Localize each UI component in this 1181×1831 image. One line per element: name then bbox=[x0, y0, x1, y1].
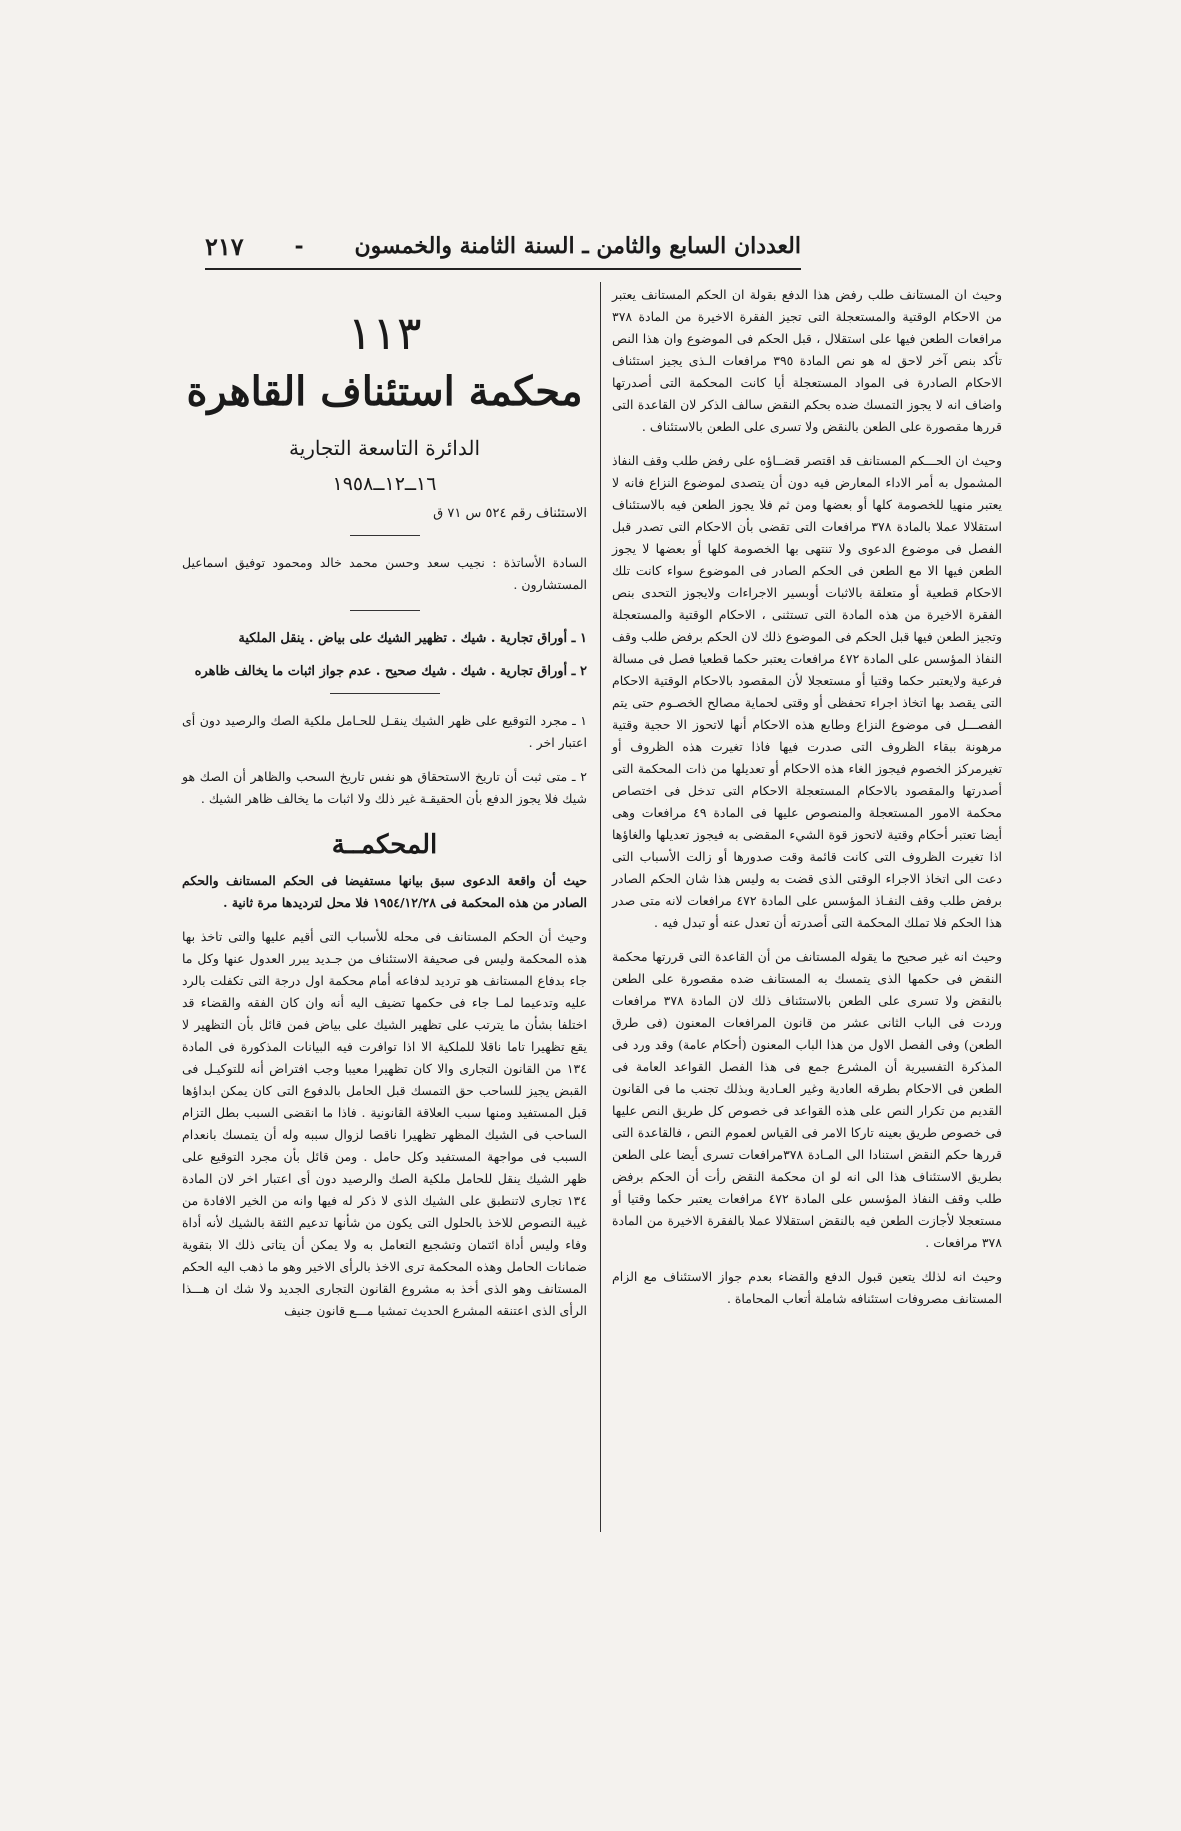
paragraph: وحيث ان المستانف طلب رفض هذا الدفع بقولة ان الحكم المستانف يعتبر من الاحكام الوقتية والمستعجلة التى تجيز الفقرة الاخيرة من المادة ٣٧٨ مرافعات الطعن فيها على استقلال ، قبل الحكم فى الموضوع وان هذا النص تأكد بنص آخر لاحق له هو نص المادة ٣٩٥ مرافعات الـذى يجيز استئناف الاحكام الصادرة فى المواد المستعجلة أيا كانت المحكمة التى أصدرتها واضاف انه لا يجوز التمسك ضده بحكم النقض سالف الذكر لان القاعدة التى قررها مقصورة على الطعن بالنقض ولا تسرى على الطعن بالاستئناف . bbox=[612, 287, 1002, 434]
header-rule bbox=[205, 268, 801, 270]
left-column bbox=[182, 305, 587, 1334]
divider bbox=[350, 535, 420, 536]
divider bbox=[330, 693, 440, 694]
paragraph: وحيث أن الحكم المستانف فى محله للأسباب التى أقيم عليها والتى تاخذ بها هذه المحكمة وليس فى صحيفة الاستئناف من جـديد يبرر العدول عنها وكل ما جاء بدفاع المستانف هو ترديد لدفاعه أمام محكمة اول درجة التى تكفلت بالرد عليه وتدعيما لمـا جاء فى حكمها تضيف اليه أنه وان كان الفقه والقضاء قد اختلفا بشأن ما يترتب على تظهير الشيك على بياض فمن قائل بأن التظهير لا يقع تظهيرا تاما ناقلا للملكية الا اذا توافرت فيه البيانات المذكورة فى المادة ١٣٤ من القانون التجارى والا كان تظهيرا معيبا وجب افتراض أنه للتوكيـل فى القبض يجيز للساحب حق التمسك قبل الحامل بالدفوع التى كان يمكن ابداؤها قبل المستفيد ومنها سبب العلاقة القانونية . فاذا ما انقضى السبب بطل التزام الساحب فى الشيك المظهر تظهيرا ناقصا لزوال سببه وله أن يتمسك بانعدام السبب فى مواجهة المستفيد وكل حامل . ومن قائل بأن مجرد التوقيع على ظهر الشيك ينقل للحامل ملكية الصك والرصيد دون أى اعتبار اخر لان المادة ١٣٤ تجارى لاتنطبق على الشيك الذى لا ذكر له فيها وانه من الخير الافادة من غيبة النصوص للاخذ بالحلول التى يكون من شأنها تدعيم الثقة بالشيك لأنه أداة وفاء وليس أداة ائتمان وتشجيع التعامل به ولا يمكن أن يتاتى ذلك الا بتقوية ضمانات الحامل وهذه المحكمة ترى الاخذ بالرأى الاخير وهو ما ذهب اليه الحكم المستانف وهو الذى أخذ به مشروع القانون التجارى الجديد ولا شك ان هـــذا الرأى الذى اعتنقه المشرع الحديث تمشيا مـــع قانون جنيف bbox=[182, 929, 587, 1318]
divider bbox=[350, 610, 420, 611]
chamber-name: الدائرة التاسعة التجارية bbox=[288, 436, 481, 460]
judges-list: السادة الأساتذة : نجيب سعد وحسن محمد خالد ومحمود توفيق اسماعيل المستشارون . bbox=[182, 555, 587, 592]
headnote: ١ ـ مجرد التوقيع على ظهر الشيك ينقـل للحـامل ملكية الصك والرصيد دون أى اعتبار اخر . bbox=[182, 713, 587, 750]
judgment-date: ١٦ــ١٢ــ١٩٥٨ bbox=[332, 473, 437, 495]
paragraph: وحيث ان الحـــكم المستانف قد اقتصر قضــاؤه على رفض طلب وقف النفاذ المشمول به أمر الاداء المعارض فيه دون أن يتصدى لموضوع النزاع فانه لا يعتبر منهيا للخصومة كلها أو بعضها ومن ثم فلا يجوز الطعن فيه بالاستئناف استقلالا عملا بالمادة ٣٧٨ مرافعات التى تقضى بأن الاحكام التى تصدر قبل الفصل فى موضوع الدعوى ولا تنتهى بها الخصومة كلها أو بعضها لا يجوز الطعن فيها الا مع الطعن فى الحكم الصادر فى الموضوع سواء كانت تلك الاحكام قطعية أو متعلقة بالاثبات أوبسير الاجراءات ولايجوز التحدى بنص الفقرة الاخيرة من هذه المادة التى تستثنى ، الاحكام الوقتية والمستعجلة وتجيز الطعن فيها قبل الحكم فى الموضوع ذلك لان الحكم برفض طلب وقف النفاذ المؤسس على المادة ٤٧٢ مرافعات يعتبر حكما قطعيا فصل فى مسالة فرعية ولايعتبر حكما وقتيا أو مستعجلا لأن المقصود بالاحكام الوقتية الاحكام التى يقصد بها اتخاذ اجراء تحفظى أو وقتى لحماية مصالح الخصـوم حتى يتم الفصـــل فى موضوع النزاع وطابع هذه الاحكام أنها لاتحوز الا حجية وقتية مرهونة ببقاء الظروف التى صدرت فيها فاذا تغيرت هذه الظروف أو تغيرمركز الخصوم فيجوز الغاء هذه الاحكام أو تعديلها من ذات المحكمة التى أصدرتها والمقصود بالاحكام المستعجلة الاحكام التى تدخل فى اختصاص محكمة الامور المستعجلة والمنصوص عليها فى المادة ٤٩ مرافعات وهى أيضا تعتبر أحكام وقتية لاتحوز قوة الشيء المقضى به فيجوز تعديلها والغاؤها اذا تغيرت الظروف التى كانت قائمة وقت صدورها أو زالت الأسباب التى دعت الى اتخاذ الاجراء الوقتى الذى قضت به وليس هذا شان الحكم الصادر برفض طلب وقف النفـاذ المؤسس على المادة ٤٧٢ مرافعات لانه متى صدر هذا الحكم فلا تملك المحكمة التى أصدرته أن تعدل عنه أو تبدل فيه . bbox=[612, 453, 1003, 930]
page-number: ٢١٧ bbox=[205, 231, 244, 261]
header-separator: - bbox=[294, 233, 304, 259]
header-title: العددان السابع والثامن ـ السنة الثامنة والخمسون bbox=[354, 233, 801, 259]
court-name: محكمة استئناف القاهرة bbox=[186, 368, 583, 415]
case-number: ١١٣ bbox=[347, 306, 422, 360]
section-title: المحكمــة bbox=[331, 830, 438, 860]
paragraph: حيث أن واقعة الدعوى سبق بيانها مستفيضا فى الحكم المستانف والحكم الصادر من هذه المحكمة فى ١٩٥٤/١٢/٢٨ فلا محل لترديدها مرة ثانية . bbox=[182, 873, 587, 910]
keyword-line: ١ ـ أوراق تجارية . شيك . تظهير الشيك على بياض . ينقل الملكية bbox=[238, 631, 587, 646]
paragraph: وحيث انه لذلك يتعين قبول الدفع والقضاء بعدم جواز الاستئناف مع الزام المستانف مصروفات استئنافه شاملة أتعاب المحاماة . bbox=[612, 1269, 1002, 1306]
right-column bbox=[612, 284, 1002, 1322]
column-divider bbox=[600, 282, 601, 1532]
headnote: ٢ ـ متى ثبت أن تاريخ الاستحقاق هو نفس تاريخ السحب والظاهر أن الصك هو شيك فلا يجوز الدفع بأن الحقيقـة غير ذلك ولا اثبات ما يخالف ظاهر الشيك . bbox=[182, 769, 587, 806]
page-header bbox=[205, 228, 801, 264]
keyword-line: ٢ ـ أوراق تجارية . شيك . شيك صحيح . عدم جواز اثبات ما يخالف ظاهره bbox=[194, 664, 587, 679]
appeal-number: الاستئناف رقم ٥٢٤ س ٧١ ق bbox=[433, 506, 587, 521]
paragraph: وحيث انه غير صحيح ما يقوله المستانف من أن القاعدة التى قررتها محكمة النقض فى حكمها الذى يتمسك به المستانف ضده مقصورة على الطعن بالنقض ولا تسرى على الطعن بالاستئناف ذلك لان المادة ٣٧٨ مرافعات وردت فى الباب الثانى عشر من قانون المرافعات المعنون (فى طرق الطعن) وفى الفصل الاول من هذا الباب المعنون (أحكام عامة) وقد ورد فى المذكرة التفسيرية أن المشرع جمع فى هذا الفصل القواعد العامة فى الطعن فى الاحكام بطرقه العادية وغير العـادية وبذلك تجنب ما فى القانون القديم من تكرار النص على هذه القواعد فى خصوص كل طريق النص عليها فى خصوص طريق بعينه تاركا الامر فى القياس لعموم النص ، فالقاعدة التى قررها حكم النقض استنادا الى المـادة ٣٧٨مرافعات تسرى أيضا على الطعن بطريق الاستئناف هذا الى انه لو ان محكمة النقض رأت أن الحكم برفض طلب وقف النفاذ المؤسس على المادة ٤٧٢ مرافعات يعتبر حكما وقتيا أو مستعجلا لأجازت الطعن فيه بالنقض استقلالا عملا بالفقرة الاخيرة من المادة ٣٧٨ مرافعات . bbox=[612, 949, 1003, 1250]
